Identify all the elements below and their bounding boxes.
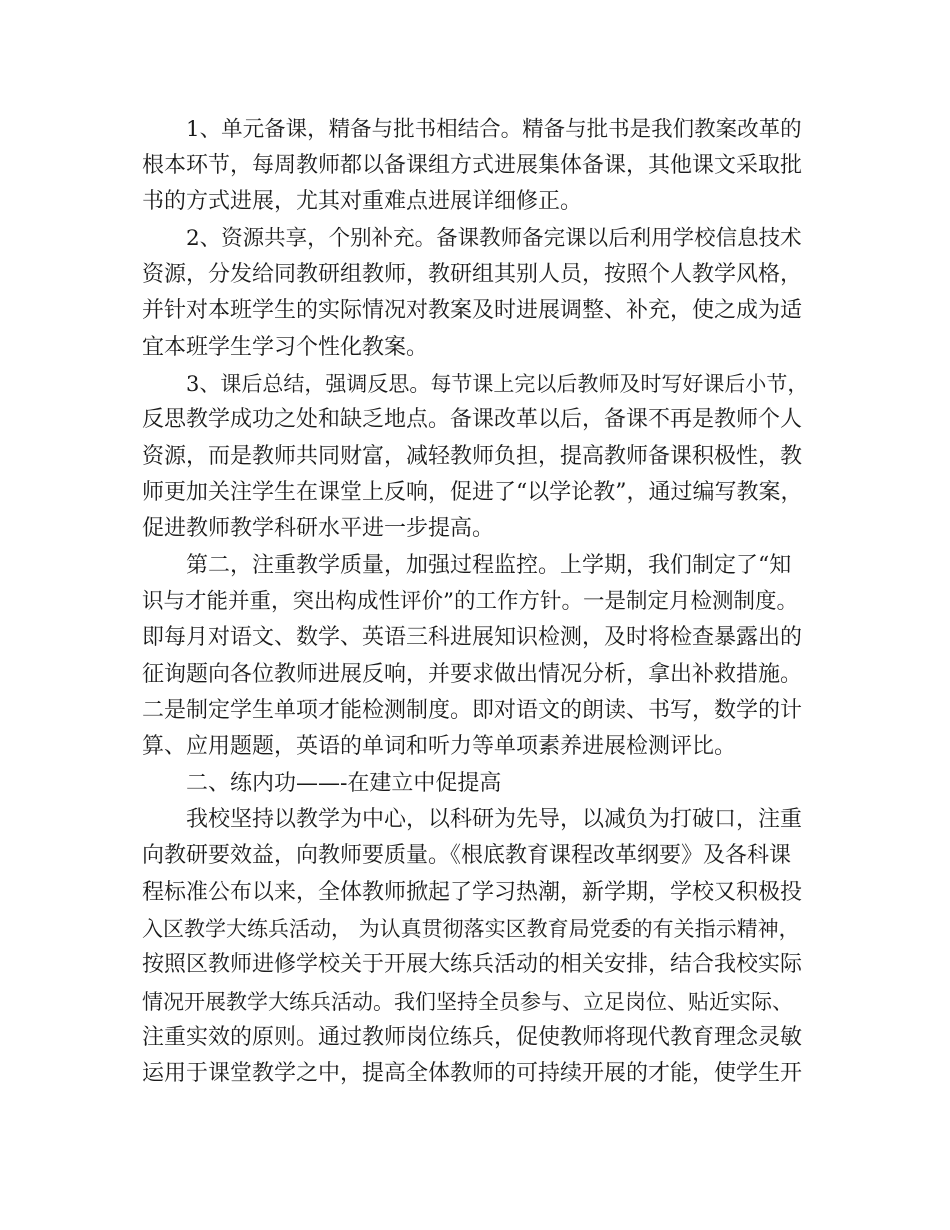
text-line: 注重实效的原则。通过教师岗位练兵，促使教师将现代教育理念灵敏 xyxy=(142,1025,803,1050)
text-line: 程标准公布以来，全体教师掀起了学习热潮，新学期，学校又积极投 xyxy=(142,880,803,905)
text-line: 我校坚持以教学为中心，以科研为先导，以减负为打破口，注重 xyxy=(186,807,803,832)
text-line: 并针对本班学生的实际情况对教案及时进展调整、补充，使之成为适 xyxy=(142,298,803,323)
text-line: 促进教师教学科研水平进一步提高。 xyxy=(142,516,495,541)
text-line: 根本环节，每周教师都以备课组方式进展集体备课，其他课文采取批 xyxy=(142,153,803,178)
text-line: 情况开展教学大练兵活动。我们坚持全员参与、立足岗位、贴近实际、 xyxy=(142,990,793,1014)
text-line: 识与才能并重，突出构成性评价”的工作方针。一是制定月检测制度。 xyxy=(142,589,798,614)
text-line: 按照区教师进修学校关于开展大练兵活动的相关安排，结合我校实际 xyxy=(142,952,803,977)
text-line: 1、单元备课，精备与批书相结合。精备与批书是我们教案改革的 xyxy=(186,117,802,142)
text-line: 2、资源共享，个别补充。备课教师备完课以后利用学校信息技术 xyxy=(186,226,802,251)
text-line: 资源，而是教师共同财富，减轻教师负担，提高教师备课积极性，教 xyxy=(142,444,803,469)
section-heading: 二、练内功——-在建立中促提高 xyxy=(186,771,502,796)
text-line: 二是制定学生单项才能检测制度。即对语文的朗读、书写，数学的计 xyxy=(142,698,803,723)
text-line: 算、应用题题，英语的单词和听力等单项素养进展检测评比。 xyxy=(142,734,737,759)
text-line: 资源，分发给同教研组教师，教研组其别人员，按照个人教学风格， xyxy=(142,262,803,287)
text-line: 书的方式进展，尤其对重难点进展详细修正。 xyxy=(142,189,583,214)
text-line: 反思教学成功之处和缺乏地点。备课改革以后，备课不再是教师个人 xyxy=(142,407,803,432)
text-line: 入区教学大练兵活动， 为认真贯彻落实区教育局党委的有关指示精神， xyxy=(142,917,800,941)
text-line: 征询题向各位教师进展反响，并要求做出情况分析，拿出补救措施。 xyxy=(142,662,803,687)
text-line: 运用于课堂教学之中，提高全体教师的可持续开展的才能，使学生开 xyxy=(142,1061,803,1086)
text-line: 宜本班学生学习个性化教案。 xyxy=(142,335,429,360)
text-line: 第二，注重教学质量，加强过程监控。上学期，我们制定了“知 xyxy=(186,553,792,578)
text-line: 3、课后总结，强调反思。每节课上完以后教师及时写好课后小节， xyxy=(186,372,809,396)
text-line: 向教研要效益，向教师要质量。《根底教育课程改革纲要》及各科课 xyxy=(142,843,792,868)
text-line: 师更加关注学生在课堂上反响，促进了“以学论教”，通过编写教案， xyxy=(142,480,803,505)
text-line: 即每月对语文、数学、英语三科进展知识检测，及时将检查暴露出的 xyxy=(142,625,803,650)
